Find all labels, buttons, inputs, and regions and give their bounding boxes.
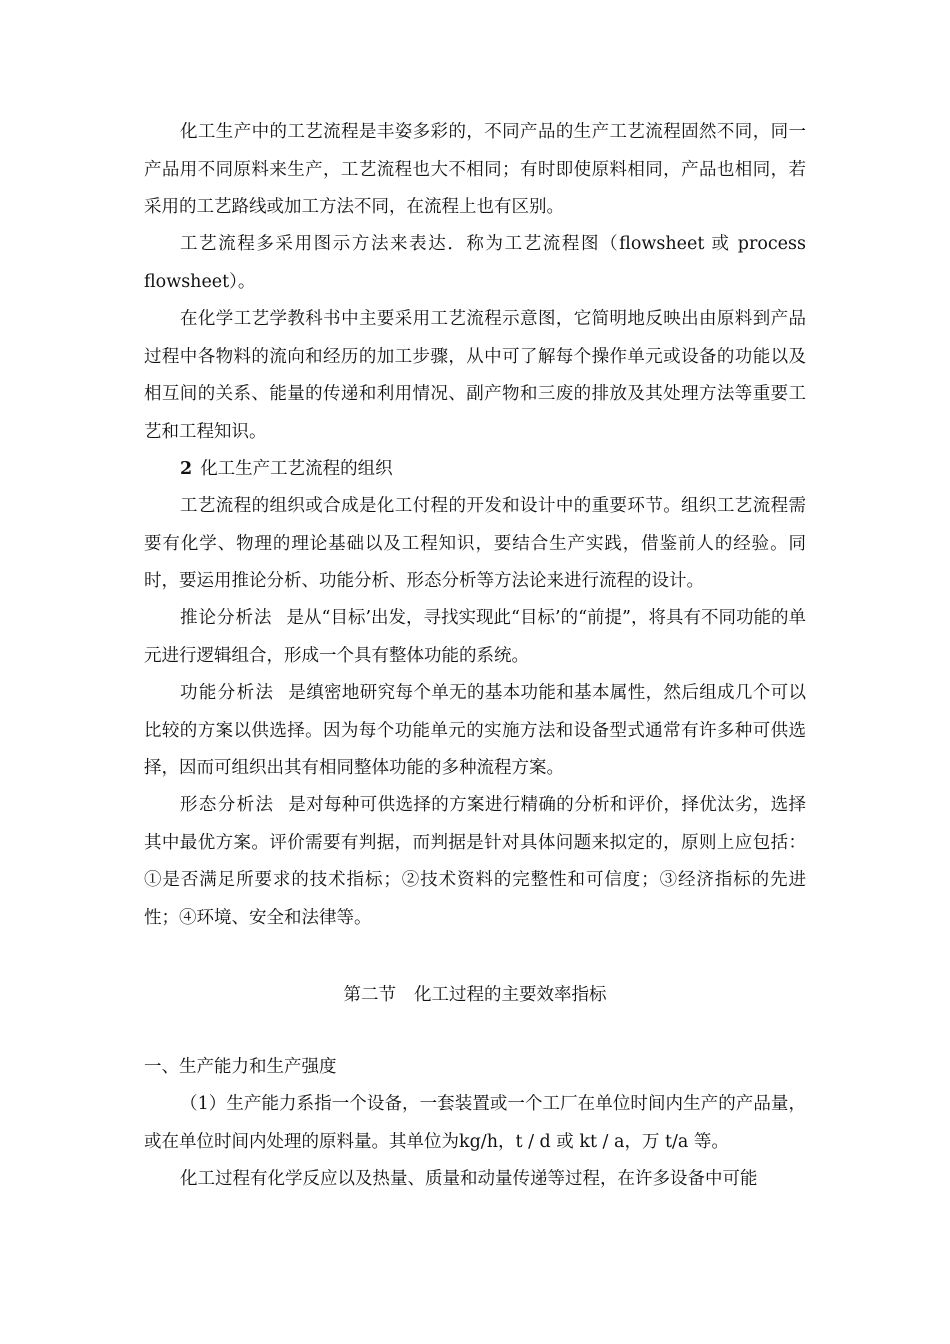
- section-number: 第二节: [343, 985, 396, 1005]
- method-text: 是从“目标’出发，寻找实现此“目标’的“前提”，将具有不同功能的单元进行逻辑组合，形成一个具有整体功能的系统。: [144, 608, 806, 666]
- heading-capacity: 一、生产能力和生产强度: [144, 1057, 337, 1077]
- subsection-heading: [180, 451, 393, 489]
- section-name: 化工过程的主要效率指标: [414, 985, 607, 1005]
- paragraph-textbook: 在化学工艺学教科书中主要采用工艺流程示意图，它简明地反映出由原料到产品过程中各物料的流向和经历的加工步骤，从中可了解每个操作单元或设备的功能以及相互间的关系、能量的传递和利用情况、副产物和三废的排放及其处理方法等重要工艺和工程知识。: [144, 309, 806, 442]
- paragraph-processes: 化工过程有化学反应以及热量、质量和动量传递等过程，在许多设备中可能: [180, 1169, 758, 1189]
- method-term: 推论分析法: [180, 608, 273, 628]
- paragraph-capacity: （1）生产能力系指一个设备，一套装置或一个工厂在单位时间内生产的产品量，或在单位时间内处理的原料量。其单位为kg/h，t / d 或 kt / a，万 t/a 等。: [144, 1094, 806, 1152]
- paragraph-flowsheet: 工艺流程多采用图示方法来表达．称为工艺流程图（flowsheet 或 process flowsheet）。: [144, 234, 806, 292]
- method-function: [144, 675, 806, 788]
- method-text: 是对每种可供选择的方案进行精确的分析和评价，择优汰劣，选择其中最优方案。评价需要有判据，而判据是针对具体问题来拟定的，原则上应包括：①是否满足所要求的技术指标；②技术资料的完整性和可信度；③经济指标的先进性；④环境、安全和法律等。: [144, 795, 807, 928]
- paragraph-organization: 工艺流程的组织或合成是化工付程的开发和设计中的重要环节。组织工艺流程需要有化学、物理的理论基础以及工程知识，要结合生产实践，借鉴前人的经验。同时，要运用推论分析、功能分析、形态分析等方法论来进行流程的设计。: [144, 496, 806, 591]
- method-term: 功能分析法: [180, 683, 275, 703]
- subsection-number: 2: [180, 459, 193, 479]
- method-morphology: [144, 787, 806, 937]
- section-title: [0, 977, 950, 1015]
- method-term: 形态分析法: [180, 795, 275, 815]
- method-inference: [144, 600, 806, 675]
- method-text: 是缜密地研究每个单无的基本功能和基本属性，然后组成几个可以比较的方案以供选择。因为每个功能单元的实施方法和设备型式通常有许多种可供选择，因而可组织出其有相同整体功能的多种流程方案。: [144, 683, 807, 778]
- subsection-title: 化工生产工艺流程的组织: [200, 459, 393, 479]
- paragraph-intro: 化工生产中的工艺流程是丰姿多彩的，不同产品的生产工艺流程固然不同，同一产品用不同原料来生产，工艺流程也大不相同；有时即使原料相同，产品也相同，若采用的工艺路线或加工方法不同，在流程上也有区别。: [144, 122, 806, 217]
